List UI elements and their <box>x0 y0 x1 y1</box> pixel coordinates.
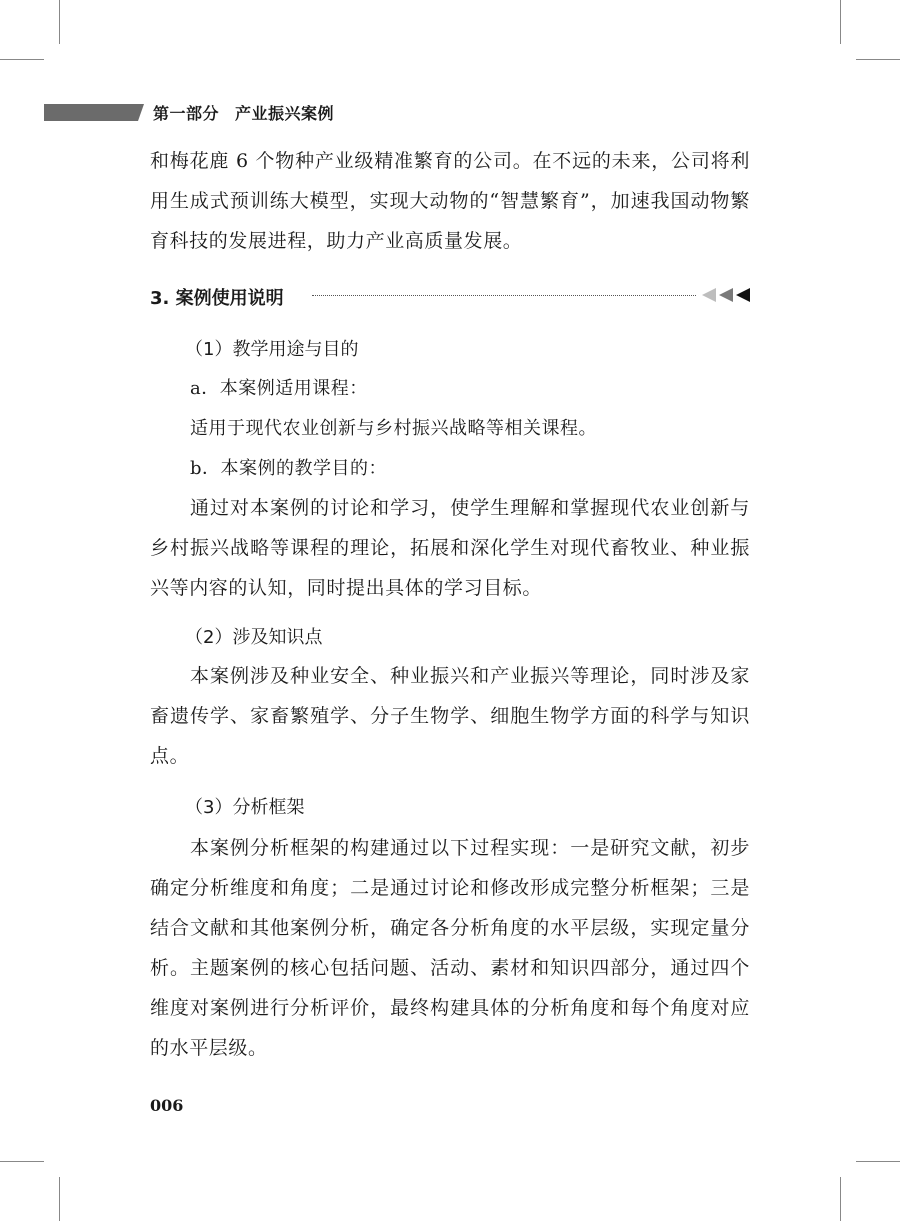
crop-mark <box>0 59 44 60</box>
crop-mark <box>856 59 900 60</box>
page-number: 006 <box>150 1096 184 1115</box>
header-title: 产业振兴案例 <box>235 104 335 123</box>
header-bar <box>44 104 144 121</box>
intro-paragraph: 和梅花鹿 6 个物种产业级精准繁育的公司。在不远的未来，公司将利用生成式预训练大模型，实现大动物的“智慧繁育”，加速我国动物繁育科技的发展进程，助力产业高质量发展。 <box>150 150 750 252</box>
triple-arrow-icon <box>702 288 750 302</box>
subheading-analysis-framework: （3）分析框架 <box>185 797 305 818</box>
item-b-label: b．本案例的教学目的： <box>190 458 388 479</box>
header-part: 第一部分 <box>153 104 220 123</box>
subheading-knowledge-points: （2）涉及知识点 <box>185 627 323 648</box>
crop-mark <box>840 1177 841 1221</box>
crop-mark <box>59 1177 60 1221</box>
crop-mark <box>59 0 60 44</box>
crop-mark <box>0 1161 44 1162</box>
analysis-framework-text: 本案例分析框架的构建通过以下过程实现：一是研究文献，初步确定分析维度和角度；二是通过讨论和修改形成完整分析框架；三是结合文献和其他案例分析，确定各分析角度的水平层级，实现定量分析。主题案例的核心包括问题、活动、素材和知识四部分，通过四个维度对案例进行分析评价，最终构建具体的分析角度和每个角度对应的水平层级。 <box>150 837 750 1059</box>
crop-mark <box>856 1161 900 1162</box>
item-b-text: 通过对本案例的讨论和学习，使学生理解和掌握现代农业创新与乡村振兴战略等课程的理论，拓展和深化学生对现代畜牧业、种业振兴等内容的认知，同时提出具体的学习目标。 <box>150 497 750 599</box>
running-header <box>153 101 334 124</box>
knowledge-points-text: 本案例涉及种业安全、种业振兴和产业振兴等理论，同时涉及家畜遗传学、家畜繁殖学、分子生物学、细胞生物学方面的科学与知识点。 <box>150 665 750 767</box>
subheading-teaching-purpose: （1）教学用途与目的 <box>185 339 359 360</box>
crop-mark <box>840 0 841 44</box>
heading-dotted-leader <box>312 295 696 296</box>
section-heading: 3. 案例使用说明 <box>150 288 284 309</box>
item-a-text: 适用于现代农业创新与乡村振兴战略等相关课程。 <box>190 418 597 439</box>
item-a-label: a．本案例适用课程： <box>190 378 368 399</box>
